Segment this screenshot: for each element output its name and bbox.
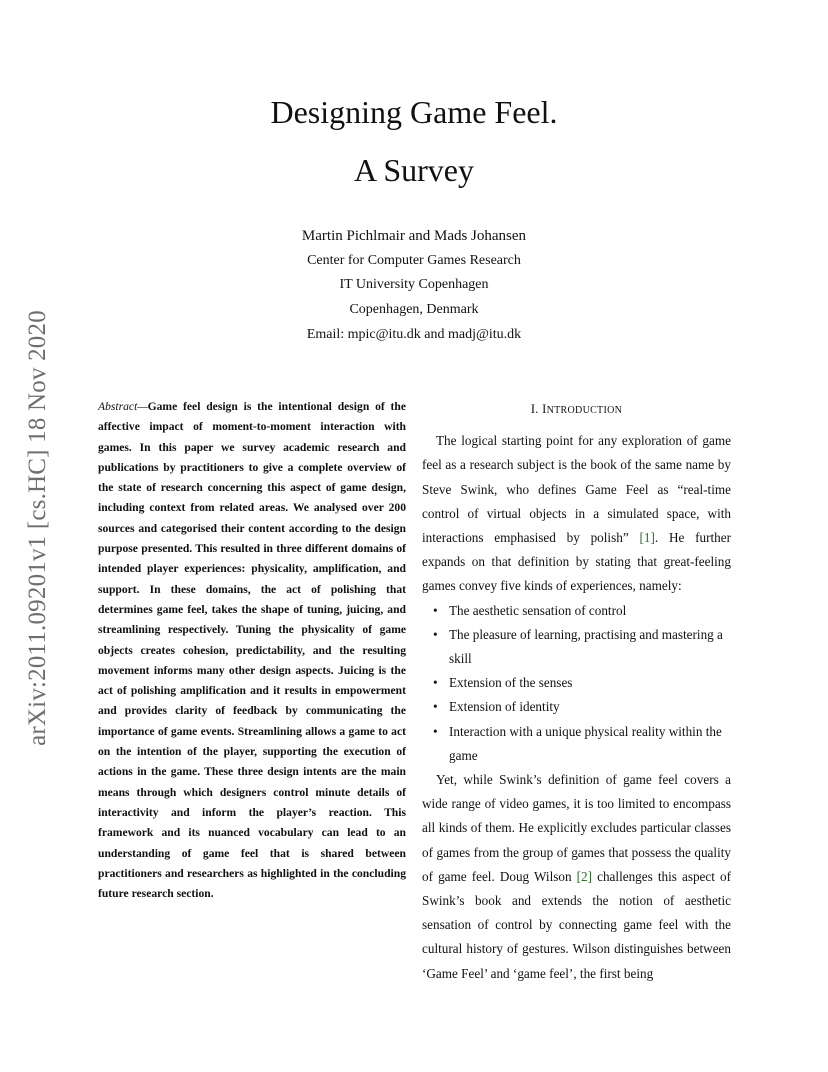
section-number: I. bbox=[530, 402, 539, 416]
list-item: • The pleasure of learning, practising and mastering a skill bbox=[422, 623, 731, 671]
abstract-lead: Abstract— bbox=[98, 400, 148, 413]
abstract bbox=[98, 397, 406, 904]
intro-p2-text-a: Yet, while Swink’s definition of game feel covers a wide range of video games, it is too limited to encompass all kinds of them. He explicitly excludes particular classes of games from the group of games that possess the quality of game feel. Doug Wilson bbox=[422, 772, 731, 884]
introduction-column bbox=[422, 397, 731, 986]
author-email: Email: mpic@itu.dk and madj@itu.dk bbox=[306, 326, 522, 342]
intro-paragraph-2 bbox=[422, 768, 731, 986]
affiliation-location: Copenhagen, Denmark bbox=[349, 302, 479, 318]
citation-link-2[interactable]: [2] bbox=[576, 868, 593, 884]
list-item: • Interaction with a unique physical reality within the game bbox=[422, 720, 731, 768]
paper-title-line-2: A Survey bbox=[354, 152, 474, 188]
paper-title-line-1: Designing Game Feel. bbox=[270, 94, 558, 130]
list-item: • The aesthetic sensation of control bbox=[422, 599, 731, 623]
list-item: • Extension of identity bbox=[422, 695, 731, 719]
section-title-rest: NTRODUCTION bbox=[546, 405, 623, 416]
section-title-initial: I bbox=[542, 402, 547, 416]
author-names: Martin Pichlmair and Mads Johansen bbox=[301, 228, 527, 244]
affiliation-center: Center for Computer Games Research bbox=[307, 252, 521, 268]
citation-link-1[interactable]: [1] bbox=[639, 530, 655, 546]
intro-p1-text-b: . He further expands on that definition by stating that great-feeling games convey five kinds of experiences, namely: bbox=[422, 530, 731, 594]
affiliation-university: IT University Copenhagen bbox=[339, 277, 489, 293]
abstract-text: Game feel design is the intentional design of the affective impact of moment-to-moment interaction with games. In this paper we survey academic research and publications by practitioners to give a complete overview of the state of research concerning this aspect of game design, including context from related areas. We analysed over 200 sources and categorised their content according to the design purpose presented. This resulted in three different domains of intended player experiences: physicality, amplification, and support. In these domains, the act of polishing that determines game feel, takes the shape of tuning, juicing, and streamlining respectively. Tuning the physicality of game objects creates cohesion, predictability, and the resulting movement informs many other design aspects. Juicing is the act of polishing amplification and it results in empowerment and provides clarity of feedback by communicating the importance of game events. Streamlining allows a game to act on the intention of the player, supporting the execution of actions in the game. These three design intents are the main means through which designers control minute details of interactivity and inform the player’s reaction. This framework and its nuanced vocabulary can lead to an understanding of game feel that is shared between practitioners and researchers as highlighted in the concluding future research section. bbox=[98, 400, 406, 901]
experience-list bbox=[422, 599, 731, 768]
intro-p2-text-b: challenges this aspect of Swink’s book and extends the notion of aesthetic sensation of control by connecting game feel with the cultural history of gestures. Wilson distinguishes between ‘Game Feel’ and ‘game feel’, the first being bbox=[422, 868, 731, 981]
author-block bbox=[0, 224, 828, 347]
list-item: • Extension of the senses bbox=[422, 671, 731, 695]
arxiv-identifier: arXiv:2011.09201v1 [cs.HC] 18 Nov 2020 bbox=[24, 310, 51, 746]
section-heading-introduction bbox=[422, 397, 731, 423]
intro-p1-text-a: The logical starting point for any exploration of game feel as a research subject is the book of the same name by Steve Swink, who defines Game Feel as “real-time control of virtual objects in a simulated space, with interactions emphasised by polish” bbox=[422, 433, 731, 546]
intro-paragraph-1 bbox=[422, 429, 731, 598]
